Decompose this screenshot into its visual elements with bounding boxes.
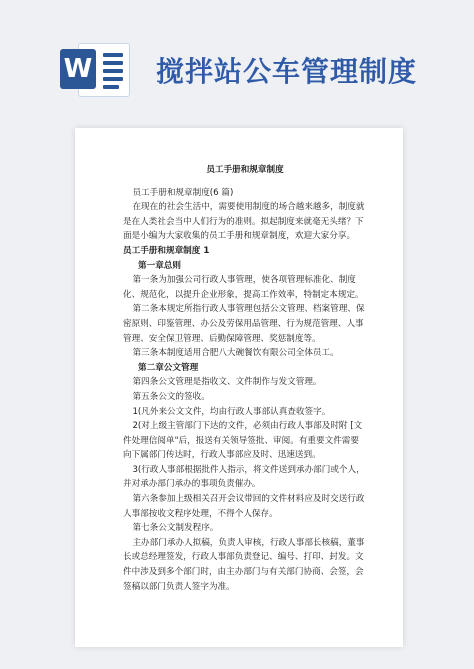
section-heading: 员工手册和规章制度 1	[123, 245, 210, 256]
chapter-heading: 第一章总则	[138, 260, 181, 271]
paragraph: 第六条参加上级相关召开会议带回的文件材料应及时交送行政人事部按收文程序处理，不得个人保存。	[123, 494, 365, 519]
paragraph: 主办部门承办人拟稿，负责人审核，行政人事部长核稿，董事长或总经理签发，行政人事部负责登记、编号、打印、封发。文件中涉及到多个部门时，由主办部门与有关部门协商、会签，会签稿以部门负责人签字为准。	[123, 537, 365, 592]
paragraph: 第七条公文制发程序。	[132, 523, 219, 534]
paragraph: 第三条本制度适用合肥八大碗餐饮有限公司全体员工。	[132, 348, 339, 359]
page-header	[0, 0, 474, 118]
document-body	[123, 163, 367, 594]
paragraph: 员工手册和规章制度(6 篇)	[132, 187, 234, 198]
paragraph: 在现在的社会生活中，需要使用制度的场合越来越多，制度就是在人类社会当中人们行为的准则。拟起制度来就毫无头绪？下面是小编为大家收集的员工手册和规章制度，欢迎大家分享。	[123, 202, 365, 242]
word-letter-tile: W	[60, 49, 96, 89]
paragraph: 第五条公文的签收。	[132, 391, 210, 402]
document-heading: 员工手册和规章制度	[206, 165, 284, 175]
page-title: 搅拌站公车管理制度	[156, 55, 418, 88]
paragraph: 3(行政人事部根据批件人指示，将文件送到承办部门或个人，并对承办部门承办的事项负责催办。	[123, 464, 365, 490]
paragraph: 1(凡外来公文文件，均由行政人事部认真查收签字。	[132, 406, 331, 417]
word-document-icon	[60, 43, 130, 95]
paragraph: 第二条本规定所指行政人事管理包括公文管理、档案管理、保密原则、印鉴管理、办公及劳保用品管理、行为规范管理、人事管理、安全保卫管理、后勤保障管理、奖惩制度等。	[123, 304, 365, 344]
paragraph: 2(对上级主管部门下达的文件，必须由行政人事部及时附 [文件处理信阅单"后，报送有关领导签批、审阅。有重要文件需要向下属部门传达时，行政人事部应及时、迅速送到。	[123, 421, 363, 461]
paragraph: 第一条为加强公司行政人事管理，使各项管理标准化、制度化、规范化，以提升企业形象，提高工作效率，特制定本规定。	[123, 275, 364, 300]
chapter-heading: 第二章公文管理	[138, 362, 199, 373]
paragraph: 第四条公文管理是指收文、文件制作与发文管理。	[132, 377, 322, 388]
